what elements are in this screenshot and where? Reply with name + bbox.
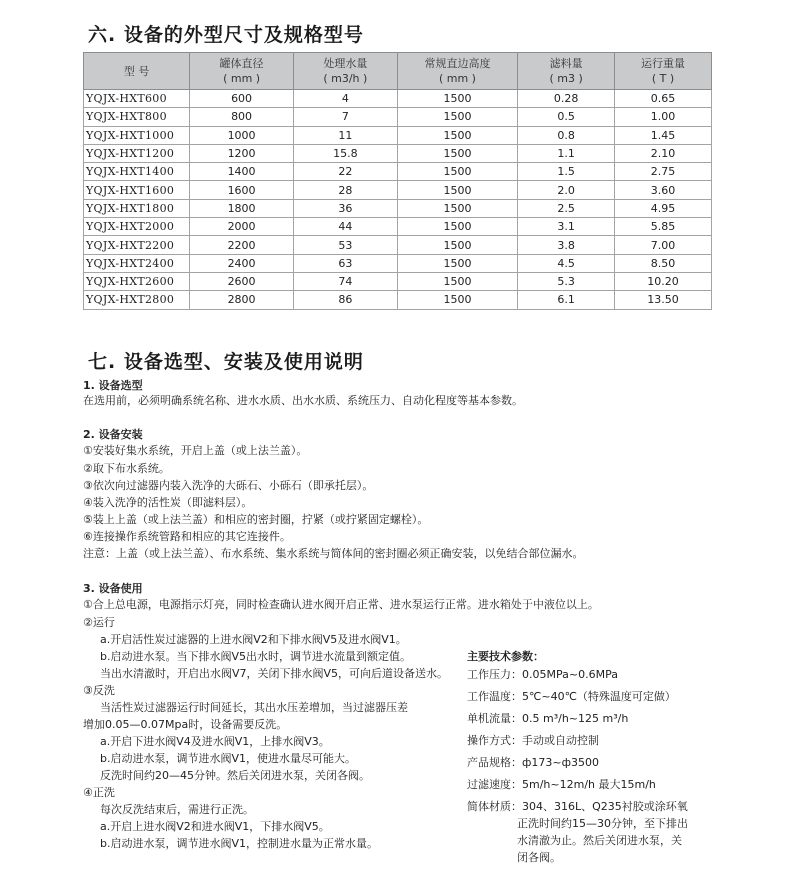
cell-flow: 44 xyxy=(293,218,397,236)
cell-height: 1500 xyxy=(397,218,517,236)
table-row xyxy=(84,90,712,108)
tech-line: 简体材质：304、316L、Q235衬胶或涂环氧 xyxy=(467,800,688,813)
cell-media: 5.3 xyxy=(518,272,615,290)
cell-height: 1500 xyxy=(397,181,517,199)
cell-model: YQJX-HXT1800 xyxy=(84,199,190,217)
s3-line: 当活性炭过滤器运行时间延长，其出水压差增加，当过滤器压差 xyxy=(100,701,408,714)
cell-diameter: 600 xyxy=(190,90,294,108)
cell-weight: 13.50 xyxy=(615,291,712,309)
cell-flow: 86 xyxy=(293,291,397,309)
cell-diameter: 1800 xyxy=(190,199,294,217)
cell-height: 1500 xyxy=(397,163,517,181)
s2-line: ①安装好集水系统，开启上盖（或上法兰盖）。 xyxy=(83,444,308,457)
cell-media: 1.5 xyxy=(518,163,615,181)
cell-weight: 1.00 xyxy=(615,108,712,126)
tech-line: 正洗时间约15—30分钟，至下排出 xyxy=(517,817,688,830)
cell-media: 0.28 xyxy=(518,90,615,108)
tech-title: 主要技术参数： xyxy=(467,650,544,663)
s2-title: 2. 设备安装 xyxy=(83,428,143,441)
header-model: 型 号 xyxy=(84,53,190,90)
tech-line: 产品规格：ф173~ф3500 xyxy=(467,756,600,769)
s3-line: 每次反洗结束后，需进行正洗。 xyxy=(100,803,254,816)
table-row xyxy=(84,218,712,236)
cell-diameter: 2400 xyxy=(190,254,294,272)
cell-weight: 4.95 xyxy=(615,199,712,217)
s3-line: a.开启活性炭过滤器的上进水阀V2和下排水阀V5及进水阀V1。 xyxy=(100,633,407,646)
cell-model: YQJX-HXT600 xyxy=(84,90,190,108)
cell-model: YQJX-HXT2600 xyxy=(84,272,190,290)
s3-line: a.开启下进水阀V4及进水阀V1，上排水阀V3。 xyxy=(100,735,330,748)
s3-line: 增加0.05—0.07Mpa时，设备需要反洗。 xyxy=(83,718,288,731)
table-row xyxy=(84,236,712,254)
cell-height: 1500 xyxy=(397,199,517,217)
cell-flow: 7 xyxy=(293,108,397,126)
cell-diameter: 2200 xyxy=(190,236,294,254)
s2-note: 注意：上盖（或上法兰盖）、布水系统、集水系统与简体间的密封圈必须正确安装，以免结合部位漏水。 xyxy=(83,547,584,560)
header-media: 滤料量 ( m3 ) xyxy=(518,53,615,90)
cell-flow: 28 xyxy=(293,181,397,199)
table-row xyxy=(84,254,712,272)
table-row xyxy=(84,272,712,290)
cell-weight: 10.20 xyxy=(615,272,712,290)
header-diameter: 罐体直径 ( mm ) xyxy=(190,53,294,90)
table-row xyxy=(84,108,712,126)
table-row xyxy=(84,181,712,199)
cell-media: 0.5 xyxy=(518,108,615,126)
s3-line: 当出水清澈时，开启出水阀V7，关闭下排水阀V5，可向后道设备送水。 xyxy=(100,667,449,680)
cell-flow: 36 xyxy=(293,199,397,217)
cell-flow: 63 xyxy=(293,254,397,272)
table-row xyxy=(84,163,712,181)
header-weight: 运行重量 ( T ) xyxy=(615,53,712,90)
cell-height: 1500 xyxy=(397,144,517,162)
tech-line: 工作压力：0.05MPa~0.6MPa xyxy=(467,668,618,681)
cell-model: YQJX-HXT2000 xyxy=(84,218,190,236)
tech-line: 水清澈为止。然后关闭进水泵，关 xyxy=(517,834,682,847)
cell-diameter: 1600 xyxy=(190,181,294,199)
table-row xyxy=(84,126,712,144)
cell-model: YQJX-HXT1200 xyxy=(84,144,190,162)
table-row xyxy=(84,199,712,217)
section7-title: 七. 设备选型、安装及使用说明 xyxy=(88,351,364,373)
s1-title: 1. 设备选型 xyxy=(83,379,143,392)
cell-flow: 22 xyxy=(293,163,397,181)
cell-weight: 2.75 xyxy=(615,163,712,181)
cell-height: 1500 xyxy=(397,126,517,144)
s3-line: ②运行 xyxy=(83,616,115,629)
tech-line: 工作温度：5℃~40℃（特殊温度可定做） xyxy=(467,690,676,703)
s3-line: b.启动进水泵。当下排水阀V5出水时，调节进水流量到额定值。 xyxy=(100,650,412,663)
s2-line: ③依次向过滤器内装入洗净的大砾石、小砾石（即承托层）。 xyxy=(83,479,374,492)
s3-line: ③反洗 xyxy=(83,684,115,697)
cell-media: 3.8 xyxy=(518,236,615,254)
header-height: 常规直边高度 ( mm ) xyxy=(397,53,517,90)
header-flow: 处理水量 ( m3/h ) xyxy=(293,53,397,90)
cell-flow: 53 xyxy=(293,236,397,254)
cell-flow: 74 xyxy=(293,272,397,290)
cell-height: 1500 xyxy=(397,291,517,309)
cell-flow: 4 xyxy=(293,90,397,108)
s3-line: b.启动进水泵，调节进水阀V1，使进水量尽可能大。 xyxy=(100,752,357,765)
tech-line: 过滤速度：5m/h~12m/h 最大15m/h xyxy=(467,778,656,791)
cell-height: 1500 xyxy=(397,236,517,254)
cell-height: 1500 xyxy=(397,90,517,108)
cell-weight: 1.45 xyxy=(615,126,712,144)
s2-line: ⑤装上上盖（或上法兰盖）和相应的密封圈，拧紧（或拧紧固定螺栓）。 xyxy=(83,513,429,526)
tech-line: 操作方式：手动或自动控制 xyxy=(467,734,599,747)
cell-diameter: 1400 xyxy=(190,163,294,181)
cell-media: 2.5 xyxy=(518,199,615,217)
tech-line: 闭各阀。 xyxy=(517,851,561,864)
cell-weight: 7.00 xyxy=(615,236,712,254)
s3-line: ①合上总电源，电源指示灯亮，同时检查确认进水阀开启正常、进水泵运行正常。进水箱处于中液位以上。 xyxy=(83,598,599,611)
cell-flow: 15.8 xyxy=(293,144,397,162)
cell-weight: 5.85 xyxy=(615,218,712,236)
cell-height: 1500 xyxy=(397,108,517,126)
cell-diameter: 2000 xyxy=(190,218,294,236)
s2-line: ⑥连接操作系统管路和相应的其它连接件。 xyxy=(83,530,291,543)
table-row xyxy=(84,291,712,309)
cell-diameter: 2600 xyxy=(190,272,294,290)
cell-model: YQJX-HXT800 xyxy=(84,108,190,126)
cell-model: YQJX-HXT2400 xyxy=(84,254,190,272)
section6-title: 六. 设备的外型尺寸及规格型号 xyxy=(88,24,364,46)
cell-diameter: 2800 xyxy=(190,291,294,309)
cell-weight: 2.10 xyxy=(615,144,712,162)
spec-table xyxy=(83,52,712,310)
cell-diameter: 1000 xyxy=(190,126,294,144)
cell-weight: 0.65 xyxy=(615,90,712,108)
s2-line: ④装入洗净的活性炭（即滤料层）。 xyxy=(83,496,253,509)
cell-media: 6.1 xyxy=(518,291,615,309)
cell-height: 1500 xyxy=(397,254,517,272)
cell-model: YQJX-HXT1400 xyxy=(84,163,190,181)
cell-media: 4.5 xyxy=(518,254,615,272)
cell-media: 2.0 xyxy=(518,181,615,199)
cell-media: 0.8 xyxy=(518,126,615,144)
s3-line: 反洗时间约20—45分钟。然后关闭进水泵，关闭各阀。 xyxy=(100,769,370,782)
cell-weight: 8.50 xyxy=(615,254,712,272)
cell-model: YQJX-HXT2800 xyxy=(84,291,190,309)
cell-diameter: 1200 xyxy=(190,144,294,162)
cell-media: 3.1 xyxy=(518,218,615,236)
cell-media: 1.1 xyxy=(518,144,615,162)
s1-text: 在选用前，必须明确系统名称、进水水质、出水水质、系统压力、自动化程度等基本参数。 xyxy=(83,394,523,407)
table-row xyxy=(84,144,712,162)
s3-line: b.启动进水泵，调节进水阀V1，控制进水量为正常水量。 xyxy=(100,837,379,850)
s3-line: a.开启上进水阀V2和进水阀V1，下排水阀V5。 xyxy=(100,820,330,833)
s3-line: ④正洗 xyxy=(83,786,115,799)
cell-flow: 11 xyxy=(293,126,397,144)
cell-model: YQJX-HXT1000 xyxy=(84,126,190,144)
cell-model: YQJX-HXT2200 xyxy=(84,236,190,254)
cell-height: 1500 xyxy=(397,272,517,290)
s3-title: 3. 设备使用 xyxy=(83,582,143,595)
s2-line: ②取下布水系统。 xyxy=(83,462,170,475)
table-header-row xyxy=(84,53,712,90)
cell-weight: 3.60 xyxy=(615,181,712,199)
cell-model: YQJX-HXT1600 xyxy=(84,181,190,199)
cell-diameter: 800 xyxy=(190,108,294,126)
tech-line: 单机流量：0.5 m³/h~125 m³/h xyxy=(467,712,629,725)
